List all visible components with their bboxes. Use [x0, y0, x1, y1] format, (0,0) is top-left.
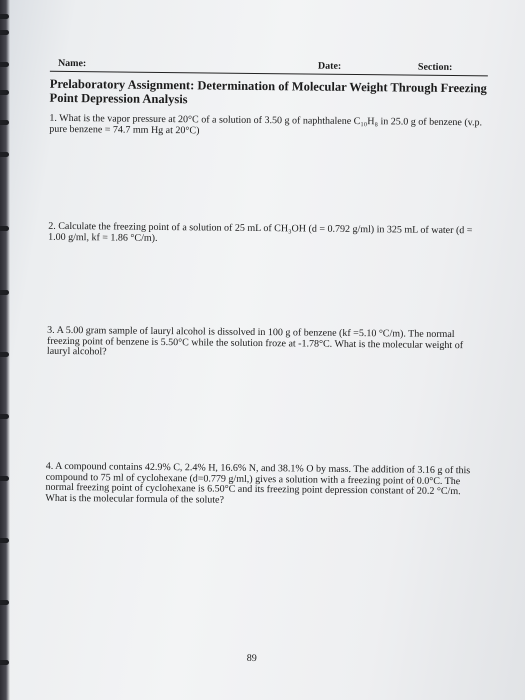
binder-hole	[0, 152, 9, 157]
binder-edge	[0, 0, 10, 700]
page-number: 89	[246, 652, 257, 665]
name-label: Name:	[57, 57, 87, 70]
date-label: Date:	[317, 60, 342, 72]
question-2: 2. Calculate the freezing point of a solution of 25 mL of CH₃OH (d = 0.792 g/ml) in 325 mL of water (d = 1.00 g/ml, kf = 1.86 °C/m).	[48, 220, 473, 244]
binder-hole	[0, 30, 9, 35]
worksheet-content	[41, 0, 488, 700]
binder-hole	[0, 62, 9, 67]
binder-hole	[0, 414, 9, 419]
binder-hole	[0, 90, 9, 95]
binder-hole	[0, 660, 9, 665]
section-label: Section:	[417, 61, 453, 74]
binder-hole	[0, 120, 9, 125]
question-3: 3. A 5.00 gram sample of lauryl alcohol is dissolved in 100 g of benzene (kf =5.10 °C/m). The normal freezing point of benzene is 5.50°C while the solution froze at -1.78°C. What is the molecular weight of lauryl alcohol?	[46, 324, 464, 358]
binder-hole	[0, 538, 9, 543]
binder-hole	[0, 226, 9, 231]
binder-hole	[0, 352, 9, 357]
binder-hole	[0, 14, 9, 19]
binder-hole	[0, 600, 9, 605]
binder-hole	[0, 476, 9, 481]
binder-hole	[0, 290, 9, 295]
assignment-title: Prelaboratory Assignment: Determination of Molecular Weight Through Freezing Point Depression Analysis	[49, 76, 487, 107]
question-1: 1. What is the vapor pressure at 20°C of a solution of 3.50 g of naphthalene C₁₀H₈ in 25.0 g of benzene (v.p. pure benzene = 74.7 mm Hg at 20°C)	[49, 112, 483, 136]
worksheet-header	[50, 55, 488, 77]
question-4: 4. A compound contains 42.9% C, 2.4% H, 16.6% N, and 38.1% O by mass. The addition of 3.16 g of this compound to 75 ml of cyclohexane (d=0.779 g/ml,) gives a solution with a freezing point of 0.0°C. The normal freezing point of cyclohexane is 6.50°C and its freezing point depression constant of 20.2 °C/m. What is the molecular formula of the solute?	[45, 460, 471, 506]
